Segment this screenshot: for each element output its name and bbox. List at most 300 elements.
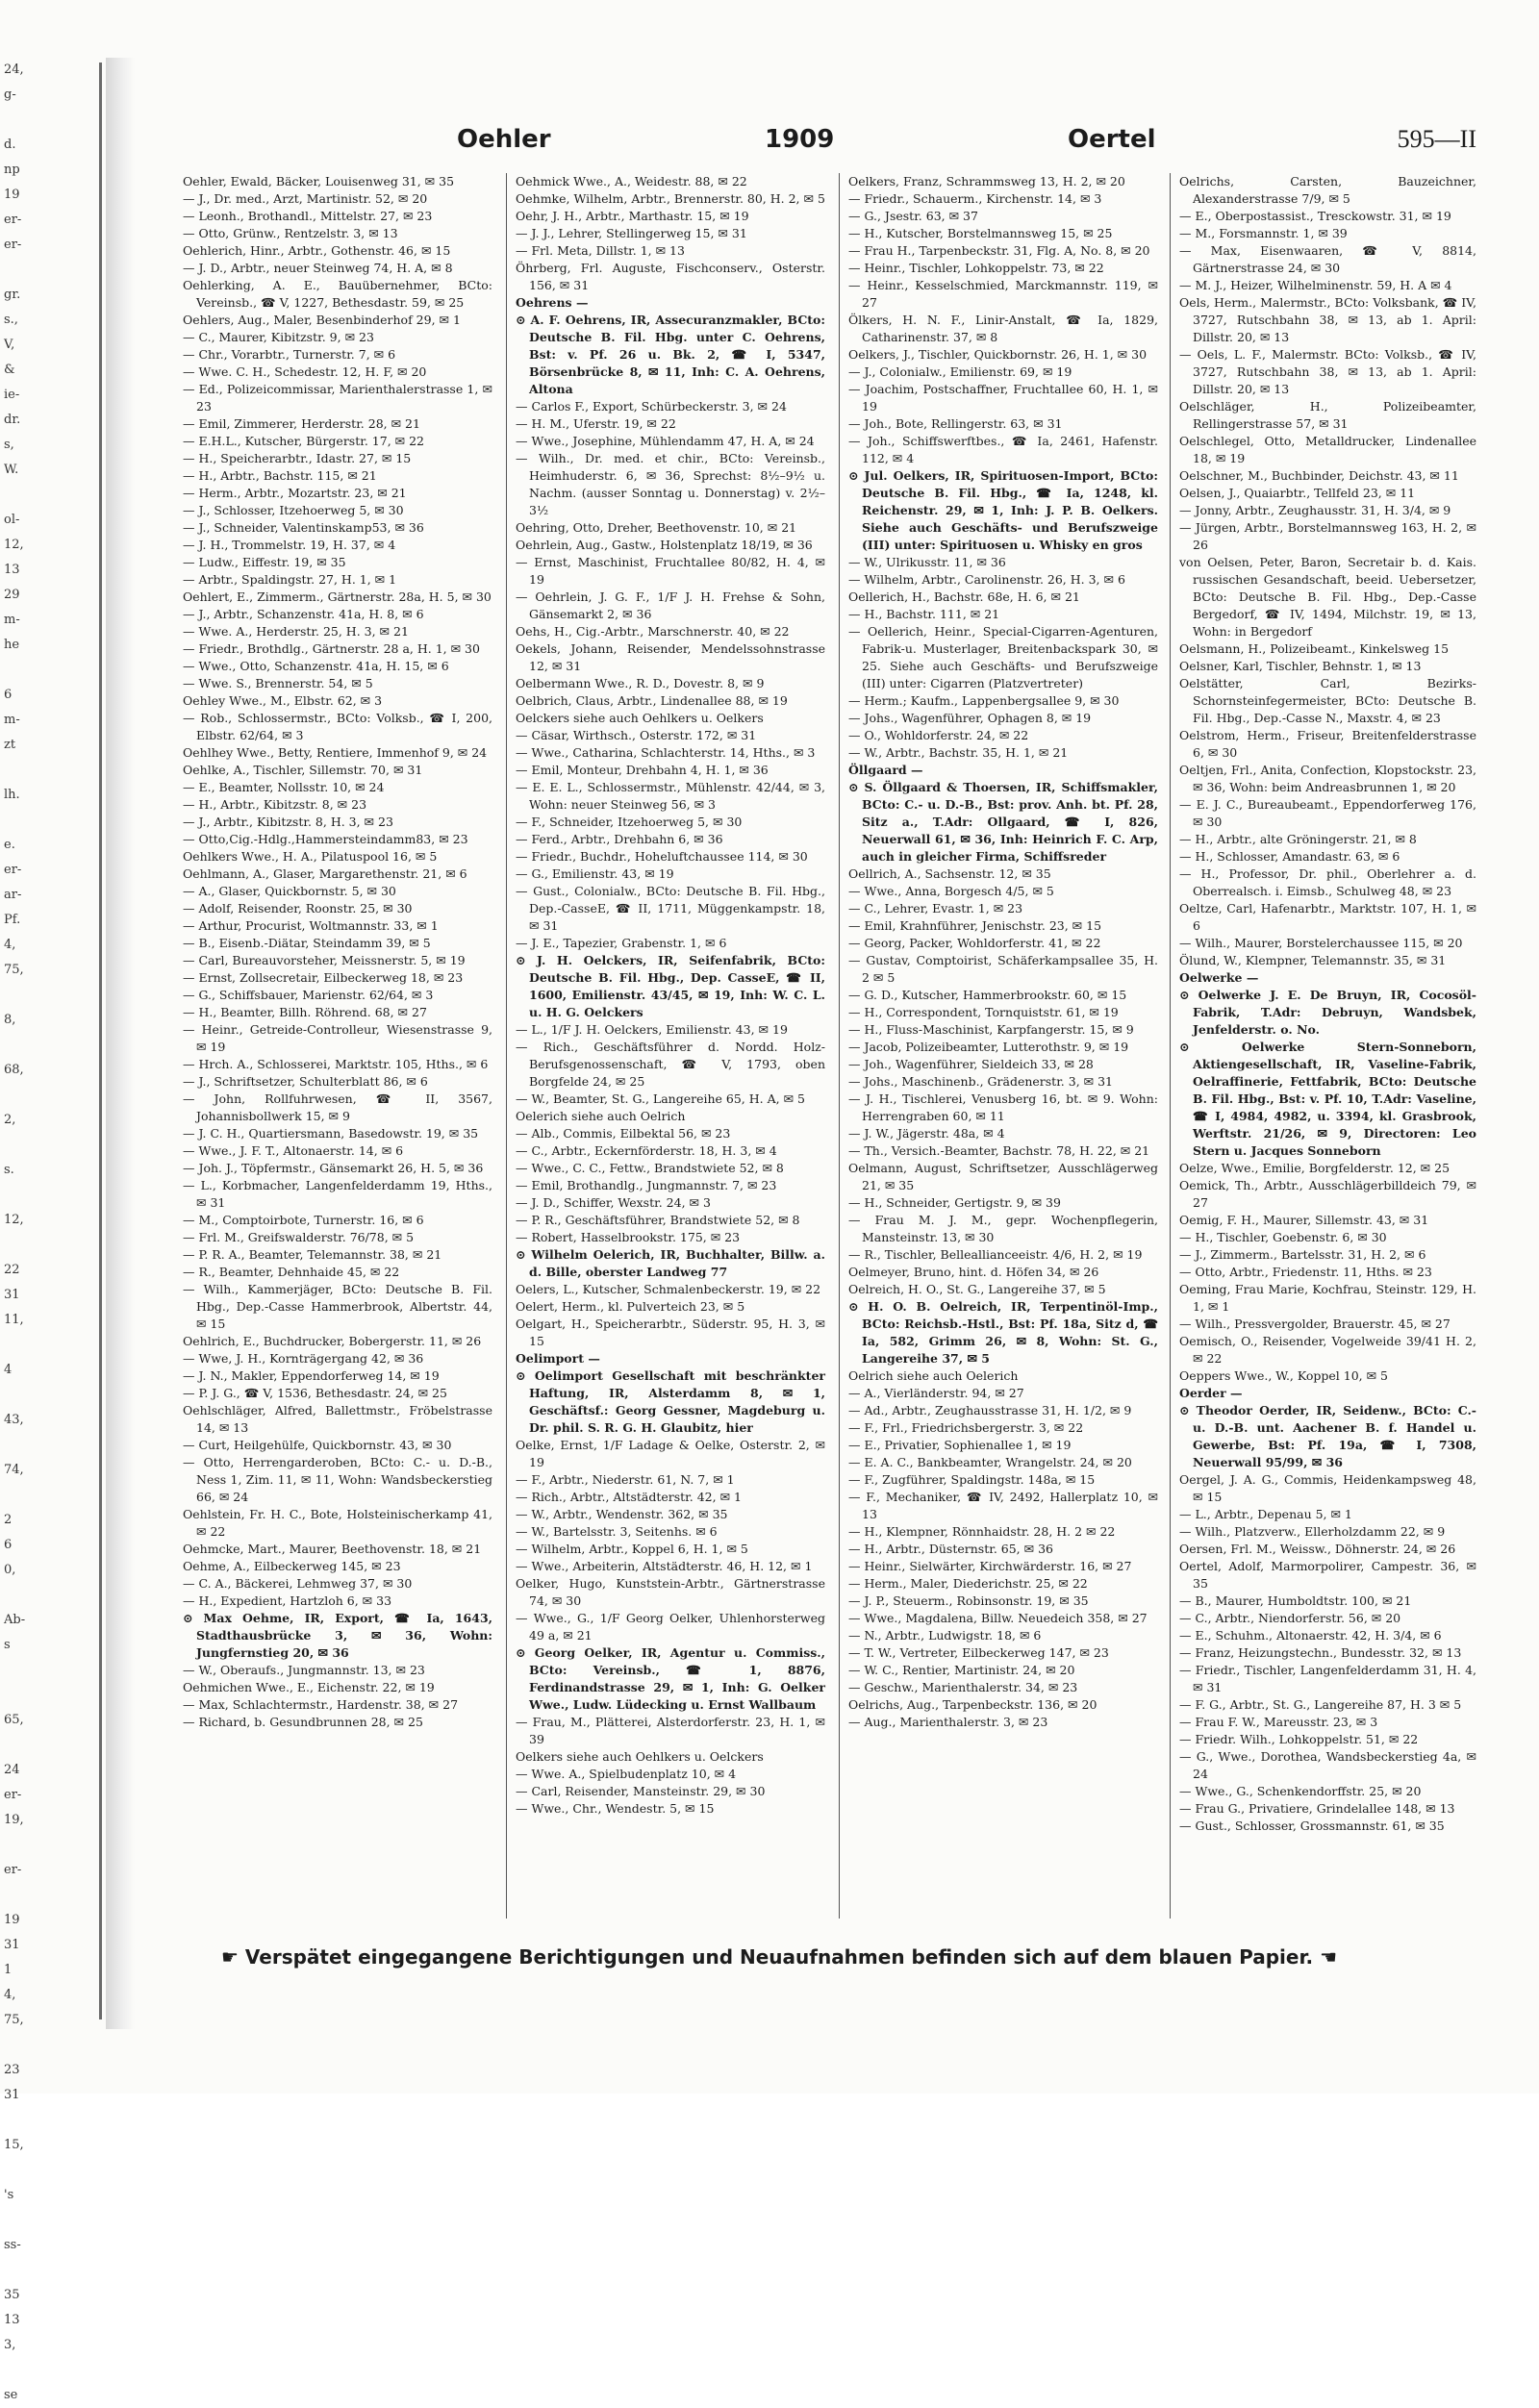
directory-entry: — R., Tischler, Belleallianceeistr. 4/6, H. 2, ✉ 19 — [848, 1247, 1143, 1262]
directory-entry: — Jacob, Polizeibeamter, Lutterothstr. 9, ✉ 19 — [848, 1040, 1129, 1054]
margin-fragment: m- — [4, 713, 20, 727]
directory-entry: — E. A. C., Bankbeamter, Wrangelstr. 24, ✉ 20 — [848, 1455, 1132, 1469]
directory-entry: — Emil, Brothandlg., Jungmannstr. 7, ✉ 23 — [516, 1178, 777, 1192]
directory-entry: — Arthur, Procurist, Woltmannstr. 33, ✉ 1 — [183, 918, 439, 933]
pointing-hand-left-icon: ☛ — [220, 1945, 239, 1969]
directory-entry: Oelstätter, Carl, Bezirks-Schornsteinfegermeister, BCto: Deutsche B. Fil. Hbg., Dep.-Casse N., Maxstr. 4, ✉ 23 — [1179, 676, 1476, 725]
margin-fragment: s. — [4, 1163, 14, 1177]
directory-column-3 — [848, 173, 1158, 1919]
directory-entry: Oehlkers Wwe., H. A., Pilatuspool 16, ✉ 5 — [183, 849, 438, 864]
directory-entry: — Jonny, Arbtr., Zeughausstr. 31, H. 3/4, ✉ 9 — [1179, 503, 1451, 517]
directory-entry: — Wwe. C. H., Schedestr. 12, H. F, ✉ 20 — [183, 364, 427, 379]
directory-entry: Oelkers, Franz, Schrammsweg 13, H. 2, ✉ 20 — [848, 174, 1125, 188]
directory-entry: — Heinr., Kesselschmied, Marckmannstr. 119, ✉ 27 — [848, 278, 1158, 310]
directory-entry: — F. G., Arbtr., St. G., Langereihe 87, H. 3 ✉ 5 — [1179, 1697, 1462, 1712]
directory-entry: — Jürgen, Arbtr., Borstelmannsweg 163, H. 2, ✉ 26 — [1179, 520, 1476, 552]
directory-entry: — G., Emilienstr. 43, ✉ 19 — [516, 866, 674, 881]
directory-entry: Oehmichen Wwe., E., Eichenstr. 22, ✉ 19 — [183, 1680, 435, 1694]
directory-entry: — Friedr., Schauerm., Kirchenstr. 14, ✉ 3 — [848, 191, 1102, 206]
margin-fragment: e. — [4, 838, 15, 852]
page-number: 595—II — [1397, 125, 1476, 153]
directory-entry: — Herm.; Kaufm., Lappenbergsallee 9, ✉ 30 — [848, 693, 1120, 708]
directory-entry: — F., Zugführer, Spaldingstr. 148a, ✉ 15 — [848, 1472, 1096, 1487]
directory-entry: ⊙ Wilhelm Oelerich, IR, Buchhalter, Billw. a. d. Bille, oberster Landweg 77 — [516, 1247, 825, 1279]
directory-entry: — N., Arbtr., Ludwigstr. 18, ✉ 6 — [848, 1628, 1042, 1643]
footer-notice-text: Verspätet eingegangene Berichtigungen und Neuaufnahmen befinden sich auf dem blauen Papier. — [244, 1945, 1314, 1969]
directory-entry: — Wwe., C. C., Fettw., Brandstwiete 52, ✉ 8 — [516, 1161, 784, 1175]
margin-fragment: g- — [4, 88, 16, 102]
directory-entry: Oehley Wwe., M., Elbstr. 62, ✉ 3 — [183, 693, 383, 708]
directory-entry: — Wwe., G., Schenkendorffstr. 25, ✉ 20 — [1179, 1784, 1422, 1798]
directory-entry: Oelsen, J., Quaiarbtr., Tellfeld 23, ✉ 11 — [1179, 486, 1416, 500]
margin-fragment: 12, — [4, 538, 24, 552]
directory-entry: — Otto, Arbtr., Friedenstr. 11, Hths. ✉ 23 — [1179, 1265, 1432, 1279]
directory-entry: Oelkers, J., Tischler, Quickbornstr. 26, H. 1, ✉ 30 — [848, 347, 1148, 362]
directory-entry: — Carl, Reisender, Mansteinstr. 29, ✉ 30 — [516, 1784, 766, 1798]
running-header — [183, 125, 1476, 163]
directory-entry: — J., Dr. med., Arzt, Martinistr. 52, ✉ 20 — [183, 191, 428, 206]
directory-entry: — J. H., Tischlerei, Venusberg 16, bt. ✉ 9. Wohn: Herrengraben 60, ✉ 11 — [848, 1091, 1158, 1123]
directory-entry: — H., Speicherarbtr., Idastr. 27, ✉ 15 — [183, 451, 412, 465]
directory-entry: — Friedr., Tischler, Langenfelderdamm 31, H. 4, ✉ 31 — [1179, 1663, 1476, 1694]
directory-entry: — M., Forsmannstr. 1, ✉ 39 — [1179, 226, 1348, 240]
directory-entry: Ölkers, H. N. F., Linir-Anstalt, ☎ Ia, 1829, Catharinenstr. 37, ✉ 8 — [848, 313, 1158, 344]
pointing-hand-right-icon: ☚ — [1320, 1945, 1337, 1969]
header-last-entry: Oertel — [1068, 125, 1156, 154]
margin-fragment: 29 — [4, 588, 20, 602]
margin-fragment: 43, — [4, 1413, 24, 1427]
directory-entry: — P. R. A., Beamter, Telemannstr. 38, ✉ 21 — [183, 1247, 442, 1262]
directory-entry: — J., Zimmerm., Bartelsstr. 31, H. 2, ✉ 6 — [1179, 1247, 1426, 1262]
directory-entry: — Wwe., Otto, Schanzenstr. 41a, H. 15, ✉ 6 — [183, 659, 449, 673]
directory-entry: Oehlmann, A., Glaser, Margarethenstr. 21, ✉ 6 — [183, 866, 467, 881]
directory-entry: — Johs., Maschinenb., Grädenerstr. 3, ✉ 31 — [848, 1074, 1114, 1089]
directory-entry: — Wilh., Pressvergolder, Brauerstr. 45, ✉ 27 — [1179, 1317, 1451, 1331]
margin-fragment: 3, — [4, 2338, 16, 2352]
directory-entry: — Gust., Schlosser, Grossmannstr. 61, ✉ 35 — [1179, 1819, 1445, 1833]
margin-fragment: gr. — [4, 288, 21, 302]
directory-entry: — W., Bartelsstr. 3, Seitenhs. ✉ 6 — [516, 1524, 718, 1539]
directory-entry: — Emil, Zimmerer, Herderstr. 28, ✉ 21 — [183, 416, 420, 431]
directory-entry: — J. C. H., Quartiersmann, Basedowstr. 19, ✉ 35 — [183, 1126, 479, 1141]
directory-entry: ⊙ S. Öllgaard & Thoersen, IR, Schiffsmakler, BCto: C.- u. D.-B., Bst: prov. Anh. bt. Pf. 28, Sitz a., T.Adr: Ollgaard, ☎ I, 826, Neuerwall 61, ✉ 36, Inh: Heinrich F. C. Arp, auch in gleicher Firma, Schiffsreder — [848, 780, 1158, 864]
directory-entry: Oelrichs, Aug., Tarpenbeckstr. 136, ✉ 20 — [848, 1697, 1097, 1712]
directory-entry: — H. M., Uferstr. 19, ✉ 22 — [516, 416, 676, 431]
directory-entry: — Friedr., Buchdr., Hoheluftchaussee 114, ✉ 30 — [516, 849, 808, 864]
directory-entry: — W., Arbtr., Wendenstr. 362, ✉ 35 — [516, 1507, 728, 1521]
directory-entry: — L., 1/F J. H. Oelckers, Emilienstr. 43, ✉ 19 — [516, 1022, 788, 1037]
directory-entry: — Heinr., Sielwärter, Kirchwärderstr. 16, ✉ 27 — [848, 1559, 1132, 1573]
margin-fragment: 19, — [4, 1813, 24, 1827]
directory-entry: ⊙ J. H. Oelckers, IR, Seifenfabrik, BCto: Deutsche B. Fil. Hbg., Dep. CasseE, ☎ II, 1600, Emilienstr. 43/45, ✉ 19, Inh: W. C. L. u. H. G. Oelckers — [516, 953, 825, 1019]
directory-entry: Oehrens — — [516, 295, 589, 310]
directory-entry: ⊙ Oelimport Gesellschaft mit beschränkter Haftung, IR, Alsterdamm 8, ✉ 1, Geschäftsf.: Georg Gessner, Magdeburg u. Dr. phil. S. R. G. H. Glaubitz, hier — [516, 1368, 825, 1435]
directory-entry: — L., Arbtr., Depenau 5, ✉ 1 — [1179, 1507, 1352, 1521]
directory-entry: — Frau, M., Plätterei, Alsterdorferstr. 23, H. 1, ✉ 39 — [516, 1715, 825, 1746]
margin-fragment: lh. — [4, 788, 20, 802]
directory-entry: — Max, Schlachtermstr., Hardenstr. 38, ✉ 27 — [183, 1697, 459, 1712]
directory-entry: ⊙ A. F. Oehrens, IR, Assecuranzmakler, BCto: Deutsche B. Fil. Hbg. unter C. Oehrens, Bst: v. Pf. 26 u. Bk. 2, ☎ I, 5347, Börsenbrücke 8, ✉ 11, Inh: C. A. Oehrens, Altona — [516, 313, 825, 396]
directory-entry: — G., Schiffsbauer, Marienstr. 62/64, ✉ 3 — [183, 988, 434, 1002]
directory-entry: — Ernst, Maschinist, Fruchtallee 80/82, H. 4, ✉ 19 — [516, 555, 825, 587]
directory-entry: — H., Bachstr. 111, ✉ 21 — [848, 607, 1000, 621]
directory-entry: — J., Arbtr., Kibitzstr. 8, H. 3, ✉ 23 — [183, 815, 393, 829]
directory-entry: Oelker, Hugo, Kunststein-Arbtr., Gärtnerstrasse 74, ✉ 30 — [516, 1576, 825, 1608]
directory-entry: Öhrberg, Frl. Auguste, Fischconserv., Osterstr. 156, ✉ 31 — [516, 261, 825, 292]
margin-fragment: 0, — [4, 1563, 16, 1577]
margin-fragment: 13 — [4, 2313, 20, 2327]
directory-entry: — H., Fluss-Maschinist, Karpfangerstr. 15, ✉ 9 — [848, 1022, 1134, 1037]
directory-entry: — Ed., Polizeicommissar, Marienthalerstrasse 1, ✉ 23 — [183, 382, 492, 414]
directory-entry: Oehlert, E., Zimmerm., Gärtnerstr. 28a, H. 5, ✉ 30 — [183, 589, 492, 604]
directory-entry: Ölund, W., Klempner, Telemannstr. 35, ✉ 31 — [1179, 953, 1447, 967]
directory-entry: — Carlos F., Export, Schürbeckerstr. 3, ✉ 24 — [516, 399, 787, 414]
margin-fragment: 23 — [4, 2063, 20, 2077]
margin-fragment: V, — [4, 338, 15, 352]
directory-entry: — W., Ulrikusstr. 11, ✉ 36 — [848, 555, 1006, 569]
directory-entry: — Johs., Wagenführer, Ophagen 8, ✉ 19 — [848, 711, 1092, 725]
directory-entry: — M. J., Heizer, Wilhelminenstr. 59, H. A ✉ 4 — [1179, 278, 1452, 292]
margin-fragment: s, — [4, 438, 14, 452]
directory-entry: — Richard, b. Gesundbrunnen 28, ✉ 25 — [183, 1715, 423, 1729]
margin-fragment: se — [4, 2388, 18, 2402]
directory-entry: — Frl. Meta, Dillstr. 1, ✉ 13 — [516, 243, 685, 258]
directory-entry: — John, Rollfuhrwesen, ☎ II, 3567, Johannisbollwerk 15, ✉ 9 — [183, 1091, 492, 1123]
header-first-entry: Oehler — [457, 125, 551, 154]
header-year: 1909 — [765, 125, 835, 154]
directory-entry: Oellerich, H., Bachstr. 68e, H. 6, ✉ 21 — [848, 589, 1080, 604]
directory-entry: Oerder — — [1179, 1386, 1243, 1400]
margin-fragment: m- — [4, 613, 20, 627]
directory-entry: — Rob., Schlossermstr., BCto: Volksb., ☎ I, 200, Elbstr. 62/64, ✉ 3 — [183, 711, 492, 742]
directory-entry: — Georg, Packer, Wohldorferstr. 41, ✉ 22 — [848, 936, 1101, 950]
directory-entry: — Wwe., J. F. T., Altonaerstr. 14, ✉ 6 — [183, 1143, 404, 1158]
directory-entry: — Joachim, Postschaffner, Fruchtallee 60, H. 1, ✉ 19 — [848, 382, 1158, 414]
directory-entry: Oertel, Adolf, Marmorpolirer, Campestr. 36, ✉ 35 — [1179, 1559, 1476, 1591]
directory-entry: — Franz, Heizungstechn., Bundesstr. 32, ✉ 13 — [1179, 1645, 1462, 1660]
directory-entry: Oelschlegel, Otto, Metalldrucker, Lindenallee 18, ✉ 19 — [1179, 434, 1476, 465]
directory-entry: — O., Wohldorferstr. 24, ✉ 22 — [848, 728, 1029, 742]
directory-entry: — Wwe. A., Spielbudenplatz 10, ✉ 4 — [516, 1767, 737, 1781]
margin-fragment: 35 — [4, 2288, 20, 2302]
directory-entry: — Frau M. J. M., gepr. Wochenpflegerin, Mansteinstr. 13, ✉ 30 — [848, 1213, 1158, 1244]
margin-fragment: 19 — [4, 188, 20, 202]
directory-entry: Oehlerich, Hinr., Arbtr., Gothenstr. 46, ✉ 15 — [183, 243, 451, 258]
directory-entry: — Oellerich, Heinr., Special-Cigarren-Agenturen, Fabrik-u. Musterlager, Breitenbackspark 30, ✉ 25. Siehe auch Geschäfts- und Berufszweige (III) unter: Cigarren (Platzvertreter) — [848, 624, 1158, 690]
directory-entry: — Otto, Herrengarderoben, BCto: C.- u. D.-B., Ness 1, Zim. 11, ✉ 11, Wohn: Wandsbeckerstieg 66, ✉ 24 — [183, 1455, 492, 1504]
directory-entry: — L., Korbmacher, Langenfelderdamm 19, Hths., ✉ 31 — [183, 1178, 492, 1210]
directory-entry: — Friedr., Brothdlg., Gärtnerstr. 28 a, H. 1, ✉ 30 — [183, 641, 480, 656]
directory-entry: — C., Arbtr., Eckernförderstr. 18, H. 3, ✉ 4 — [516, 1143, 777, 1158]
directory-entry: — H., Schneider, Gertigstr. 9, ✉ 39 — [848, 1195, 1061, 1210]
directory-entry: Oelze, Wwe., Emilie, Borgfelderstr. 12, ✉ 25 — [1179, 1161, 1451, 1175]
directory-entry: — Oehrlein, J. G. F., 1/F J. H. Frehse & Sohn, Gänsemarkt 2, ✉ 36 — [516, 589, 825, 621]
directory-entry: Oehmcke, Mart., Maurer, Beethovenstr. 18, ✉ 21 — [183, 1542, 482, 1556]
directory-entry: — Emil, Krahnführer, Jenischstr. 23, ✉ 15 — [848, 918, 1102, 933]
directory-entry: Öllgaard — — [848, 763, 923, 777]
directory-entry: — Aug., Marienthalerstr. 3, ✉ 23 — [848, 1715, 1048, 1729]
directory-entry: — F., Schneider, Itzehoerweg 5, ✉ 30 — [516, 815, 743, 829]
margin-fragment: dr. — [4, 413, 21, 427]
directory-entry: — Curt, Heilgehülfe, Quickbornstr. 43, ✉ 30 — [183, 1438, 452, 1452]
directory-entry: — P. R., Geschäftsführer, Brandstwiete 52, ✉ 8 — [516, 1213, 800, 1227]
directory-entry: — H., Klempner, Rönnhaidstr. 28, H. 2 ✉ 22 — [848, 1524, 1116, 1539]
directory-entry: Oehmick Wwe., A., Weidestr. 88, ✉ 22 — [516, 174, 747, 188]
directory-entry: ⊙ Oelwerke J. E. De Bruyn, IR, Cocosöl-Fabrik, T.Adr: Debruyn, Wandsbek, Jenfelderstr. o. No. — [1179, 988, 1476, 1037]
directory-entry: — F., Mechaniker, ☎ IV, 2492, Hallerplatz 10, ✉ 13 — [848, 1490, 1158, 1521]
directory-entry: Oelerich siehe auch Oelrich — [516, 1109, 686, 1123]
directory-entry: — Cäsar, Wirthsch., Osterstr. 172, ✉ 31 — [516, 728, 757, 742]
directory-entry: — Th., Versich.-Beamter, Bachstr. 78, H. 22, ✉ 21 — [848, 1143, 1150, 1158]
margin-fragment: 24 — [4, 1763, 20, 1777]
directory-entry: — Friedr. Wilh., Lohkoppelstr. 51, ✉ 22 — [1179, 1732, 1419, 1746]
directory-entry: — H., Arbtr., Kibitzstr. 8, ✉ 23 — [183, 797, 367, 812]
directory-entry: — J., Schriftsetzer, Schulterblatt 86, ✉ 6 — [183, 1074, 428, 1089]
margin-fragment: 19 — [4, 1913, 20, 1927]
directory-entry: — Wwe., Catharina, Schlachterstr. 14, Hths., ✉ 3 — [516, 745, 816, 760]
margin-fragment: Pf. — [4, 913, 21, 927]
margin-fragment: np — [4, 163, 20, 177]
directory-entry: — Gust., Colonialw., BCto: Deutsche B. Fil. Hbg., Dep.-CasseE, ☎ II, 1711, Müggenkampstr. 18, ✉ 31 — [516, 884, 825, 933]
margin-fragment: 75, — [4, 2013, 24, 2027]
directory-entry: Oelrichs, Carsten, Bauzeichner, Alexanderstrasse 7/9, ✉ 5 — [1179, 174, 1476, 206]
directory-entry: — E., Oberpostassist., Tresckowstr. 31, ✉ 19 — [1179, 209, 1451, 223]
directory-entry: — C., Maurer, Kibitzstr. 9, ✉ 23 — [183, 330, 374, 344]
directory-entry: — Wwe., Josephine, Mühlendamm 47, H. A, ✉ 24 — [516, 434, 815, 448]
directory-entry: — Wwe., G., 1/F Georg Oelker, Uhlenhorsterweg 49 a, ✉ 21 — [516, 1611, 825, 1643]
directory-entry: — J., Schlosser, Itzehoerweg 5, ✉ 30 — [183, 503, 404, 517]
directory-entry: Oehlerking, A. E., Bauübernehmer, BCto: Vereinsb., ☎ V, 1227, Bethesdastr. 59, ✉ 25 — [183, 278, 492, 310]
margin-fragment: 65, — [4, 1713, 24, 1727]
footer-notice — [207, 1945, 1351, 1974]
directory-entry: — H., Professor, Dr. phil., Oberlehrer a. d. Oberrealsch. i. Eimsb., Schulweg 48, ✉ 23 — [1179, 866, 1476, 898]
directory-entry: — Geschw., Marienthalerstr. 34, ✉ 23 — [848, 1680, 1078, 1694]
directory-entry: — H., Arbtr., alte Gröningerstr. 21, ✉ 8 — [1179, 832, 1417, 846]
directory-entry: — J. W., Jägerstr. 48a, ✉ 4 — [848, 1126, 1005, 1141]
directory-entry: — J., Arbtr., Schanzenstr. 41a, H. 8, ✉ 6 — [183, 607, 424, 621]
directory-entry: Oehring, Otto, Dreher, Beethovenstr. 10, ✉ 21 — [516, 520, 797, 535]
directory-entry: — Herm., Maler, Diederichstr. 25, ✉ 22 — [848, 1576, 1088, 1591]
directory-entry: von Oelsen, Peter, Baron, Secretair b. d. Kais. russischen Gesandschaft, beeid. Uebersetzer, BCto: Deutsche B. Fil. Hbg., Dep.-Casse Bergedorf, ☎ IV, 1494, Milchstr. 19, ✉ 13, Wohn: in Bergedorf — [1179, 555, 1476, 639]
margin-fragment: er- — [4, 213, 22, 227]
margin-fragment: er- — [4, 1788, 22, 1802]
directory-entry: Oersen, Frl. M., Weissw., Döhnerstr. 24, ✉ 26 — [1179, 1542, 1456, 1556]
directory-entry: — Ludw., Eiffestr. 19, ✉ 35 — [183, 555, 346, 569]
margin-fragment: 2, — [4, 1113, 16, 1127]
directory-entry: — Joh., Schiffswerftbes., ☎ Ia, 2461, Hafenstr. 112, ✉ 4 — [848, 434, 1158, 465]
directory-column-4 — [1179, 173, 1476, 1919]
directory-entry: — Wilhelm, Arbtr., Koppel 6, H. 1, ✉ 5 — [516, 1542, 748, 1556]
directory-entry: Oehlschläger, Alfred, Ballettmstr., Fröbelstrasse 14, ✉ 13 — [183, 1403, 492, 1435]
directory-entry: — Carl, Bureauvorsteher, Meissnerstr. 5, ✉ 19 — [183, 953, 466, 967]
directory-column-1 — [183, 173, 492, 1919]
directory-entry: — H., Correspondent, Tornquiststr. 61, ✉ 19 — [848, 1005, 1119, 1019]
directory-entry: Oelschläger, H., Polizeibeamter, Rellingerstrasse 57, ✉ 31 — [1179, 399, 1476, 431]
directory-entry: Oelers, L., Kutscher, Schmalenbeckerstr. 19, ✉ 22 — [516, 1282, 821, 1296]
directory-entry: — Wilh., Kammerjäger, BCto: Deutsche B. Fil. Hbg., Dep.-Casse Hammerbrook, Albertstr. 44, ✉ 15 — [183, 1282, 492, 1331]
margin-fragment: 24, — [4, 63, 24, 77]
directory-entry: — Wwe., Arbeiterin, Altstädterstr. 46, H. 12, ✉ 1 — [516, 1559, 813, 1573]
directory-entry: — Ferd., Arbtr., Drehbahn 6, ✉ 36 — [516, 832, 723, 846]
directory-entry: — C., Arbtr., Niendorferstr. 56, ✉ 20 — [1179, 1611, 1401, 1625]
directory-entry: — W. C., Rentier, Martinistr. 24, ✉ 20 — [848, 1663, 1075, 1677]
directory-entry: Oehrlein, Aug., Gastw., Holstenplatz 18/19, ✉ 36 — [516, 538, 813, 552]
directory-entry: — H., Beamter, Billh. Röhrend. 68, ✉ 27 — [183, 1005, 427, 1019]
directory-entry: — P. J. G., ☎ V, 1536, Bethesdastr. 24, ✉ 25 — [183, 1386, 447, 1400]
margin-fragment: er- — [4, 863, 22, 877]
directory-entry: Oelgart, H., Speicherarbtr., Süderstr. 95, H. 3, ✉ 15 — [516, 1317, 825, 1348]
directory-entry: — E., Privatier, Sophienallee 1, ✉ 19 — [848, 1438, 1072, 1452]
directory-entry: — G., Jsestr. 63, ✉ 37 — [848, 209, 978, 223]
directory-entry: Oemick, Th., Arbtr., Ausschlägerbilldeich 79, ✉ 27 — [1179, 1178, 1476, 1210]
directory-entry: — M., Comptoirbote, Turnerstr. 16, ✉ 6 — [183, 1213, 424, 1227]
margin-fragment: Ab- — [4, 1613, 26, 1627]
directory-entry: — Hrch. A., Schlosserei, Marktstr. 105, Hths., ✉ 6 — [183, 1057, 489, 1071]
directory-entry: — J. D., Schiffer, Wexstr. 24, ✉ 3 — [516, 1195, 711, 1210]
directory-column-2 — [516, 173, 825, 1919]
binding-gutter-line — [99, 63, 102, 2019]
directory-entry: — H., Schlosser, Amandastr. 63, ✉ 6 — [1179, 849, 1400, 864]
directory-entry: Oelreich, H. O., St. G., Langereihe 37, ✉ 5 — [848, 1282, 1106, 1296]
margin-fragment: 74, — [4, 1463, 24, 1477]
directory-entry: ⊙ Jul. Oelkers, IR, Spirituosen-Import, BCto: Deutsche B. Fil. Hbg., ☎ Ia, 1248, kl. Reichenstr. 29, ✉ 1, Inh: J. P. B. Oelkers. Siehe auch Geschäfts- und Berufszweige (III) unter: Spirituosen u. Whisky en gros — [848, 468, 1158, 552]
directory-entry: — J. D., Arbtr., neuer Steinweg 74, H. A, ✉ 8 — [183, 261, 453, 275]
directory-entry: — H., Kutscher, Borstelmannsweg 15, ✉ 25 — [848, 226, 1113, 240]
directory-entry: — Frl. M., Greifswalderstr. 76/78, ✉ 5 — [183, 1230, 415, 1244]
margin-fragment: 8, — [4, 1013, 16, 1027]
margin-fragment: 11, — [4, 1313, 24, 1327]
directory-entry: Oelmeyer, Bruno, hint. d. Höfen 34, ✉ 26 — [848, 1265, 1099, 1279]
margin-fragment: 31 — [4, 1938, 20, 1952]
margin-fragment: 's — [4, 2188, 14, 2202]
directory-entry: Oehlstein, Fr. H. C., Bote, Holsteinischerkamp 41, ✉ 22 — [183, 1507, 492, 1539]
margin-fragment: ar- — [4, 888, 22, 902]
directory-entry: Oelke, Ernst, 1/F Ladage & Oelke, Osterstr. 2, ✉ 19 — [516, 1438, 825, 1469]
margin-fragment: & — [4, 363, 15, 377]
directory-entry: — J., Schneider, Valentinskamp53, ✉ 36 — [183, 520, 424, 535]
margin-fragment: 12, — [4, 1213, 24, 1227]
margin-fragment: 2 — [4, 1513, 13, 1527]
directory-entry: — Heinr., Getreide-Controlleur, Wiesenstrasse 9, ✉ 19 — [183, 1022, 492, 1054]
directory-entry: — F., Arbtr., Niederstr. 61, N. 7, ✉ 1 — [516, 1472, 735, 1487]
directory-entry: — Frau H., Tarpenbeckstr. 31, Flg. A, No. 8, ✉ 20 — [848, 243, 1150, 258]
directory-entry: — Alb., Commis, Eilbektal 56, ✉ 23 — [516, 1126, 731, 1141]
margin-fragment: 4, — [4, 938, 16, 952]
margin-fragment: s., — [4, 313, 18, 327]
margin-fragment: 15, — [4, 2138, 24, 2152]
directory-entry: — Arbtr., Spaldingstr. 27, H. 1, ✉ 1 — [183, 572, 397, 587]
directory-entry: Oels, Herm., Malermstr., BCto: Volksbank, ☎ IV, 3727, Rutschbahn 38, ✉ 13, ab 1. April: Dillstr. 20, ✉ 13 — [1179, 295, 1476, 344]
directory-entry: — Otto,Cig.-Hdlg.,Hammersteindamm83, ✉ 23 — [183, 832, 468, 846]
directory-entry: — C. A., Bäckerei, Lehmweg 37, ✉ 30 — [183, 1576, 413, 1591]
directory-entry: — Wilh., Dr. med. et chir., BCto: Vereinsb., Heimhuderstr. 6, ✉ 36, Sprechst: 8½–9½ u. Nachm. (ausser Sonntag u. Donnerstag) v. 2½–3½ — [516, 451, 825, 517]
directory-entry: Oemisch, O., Reisender, Vogelweide 39/41 H. 2, ✉ 22 — [1179, 1334, 1476, 1366]
directory-entry: — Wilhelm, Arbtr., Carolinenstr. 26, H. 3, ✉ 6 — [848, 572, 1125, 587]
directory-entry: — E., Beamter, Nollsstr. 10, ✉ 24 — [183, 780, 385, 794]
directory-entry: — H., Arbtr., Bachstr. 115, ✉ 21 — [183, 468, 377, 483]
directory-entry: Oehler, Ewald, Bäcker, Louisenweg 31, ✉ 35 — [183, 174, 455, 188]
margin-fragment: 4 — [4, 1363, 13, 1377]
directory-entry: — R., Beamter, Dehnhaide 45, ✉ 22 — [183, 1265, 400, 1279]
directory-entry: Oelimport — — [516, 1351, 600, 1366]
margin-fragment: he — [4, 638, 20, 652]
directory-entry: Oelert, Herm., kl. Pulverteich 23, ✉ 5 — [516, 1299, 745, 1314]
directory-entry: — Wwe. S., Brennerstr. 54, ✉ 5 — [183, 676, 373, 690]
directory-entry: Oeming, Frau Marie, Kochfrau, Steinstr. 129, H. 1, ✉ 1 — [1179, 1282, 1476, 1314]
directory-entry: Oeltze, Carl, Hafenarbtr., Marktstr. 107, H. 1, ✉ 6 — [1179, 901, 1476, 933]
directory-entry: — B., Maurer, Humboldtstr. 100, ✉ 21 — [1179, 1593, 1412, 1608]
directory-entry: Oelstrom, Herm., Friseur, Breitenfelderstrasse 6, ✉ 30 — [1179, 728, 1476, 760]
margin-fragment: ie- — [4, 388, 20, 402]
margin-fragment: zt — [4, 738, 16, 752]
directory-entry: — Wwe., Chr., Wendestr. 5, ✉ 15 — [516, 1801, 715, 1816]
margin-fragment: er- — [4, 238, 22, 252]
directory-entry: — Leonh., Brothandl., Mittelstr. 27, ✉ 23 — [183, 209, 433, 223]
directory-entry: Oehr, J. H., Arbtr., Marthastr. 15, ✉ 19 — [516, 209, 749, 223]
directory-entry: — Chr., Vorarbtr., Turnerstr. 7, ✉ 6 — [183, 347, 396, 362]
directory-entry: — J. N., Makler, Eppendorferweg 14, ✉ 19 — [183, 1368, 440, 1383]
margin-fragment: 6 — [4, 688, 13, 702]
directory-entry: — Joh., Bote, Rellingerstr. 63, ✉ 31 — [848, 416, 1063, 431]
directory-entry: — A., Vierländerstr. 94, ✉ 27 — [848, 1386, 1024, 1400]
directory-entry: Oehmke, Wilhelm, Arbtr., Brennerstr. 80, H. 2, ✉ 5 — [516, 191, 825, 206]
directory-entry: — Herm., Arbtr., Mozartstr. 23, ✉ 21 — [183, 486, 407, 500]
margin-fragment: s — [4, 1638, 11, 1652]
binding-gutter-shadow — [106, 58, 135, 2029]
directory-entry: Oelbermann Wwe., R. D., Dovestr. 8, ✉ 9 — [516, 676, 765, 690]
directory-entry: — Wilh., Platzverw., Ellerholzdamm 22, ✉ 9 — [1179, 1524, 1446, 1539]
directory-entry: — Wwe, J. H., Kornträgergang 42, ✉ 36 — [183, 1351, 424, 1366]
directory-entry: Oelwerke — — [1179, 970, 1259, 985]
directory-entry: Oehme, A., Eilbeckerweg 145, ✉ 23 — [183, 1559, 401, 1573]
directory-entry: — Frau G., Privatiere, Grindelallee 148, ✉ 13 — [1179, 1801, 1455, 1816]
directory-entry: — Frau F. W., Mareusstr. 23, ✉ 3 — [1179, 1715, 1378, 1729]
margin-fragment: d. — [4, 138, 16, 152]
directory-entry: — Heinr., Tischler, Lohkoppelstr. 73, ✉ 22 — [848, 261, 1104, 275]
directory-entry: Oeppers Wwe., W., Koppel 10, ✉ 5 — [1179, 1368, 1389, 1383]
directory-entry: Oehs, H., Cig.-Arbtr., Marschnerstr. 40, ✉ 22 — [516, 624, 790, 639]
directory-entry: — E., Schuhm., Altonaerstr. 42, H. 3/4, ✉ 6 — [1179, 1628, 1442, 1643]
directory-entry: Oelsmann, H., Polizeibeamt., Kinkelsweg 15 — [1179, 641, 1450, 656]
directory-entry: Oehlers, Aug., Maler, Besenbinderhof 29, ✉ 1 — [183, 313, 461, 327]
directory-entry: ⊙ Max Oehme, IR, Export, ☎ Ia, 1643, Stadthausbrücke 3, ✉ 36, Wohn: Jungfernstieg 20, ✉ 36 — [183, 1611, 492, 1660]
margin-fragment: 13 — [4, 563, 20, 577]
directory-entry: — Wilh., Maurer, Borstelerchaussee 115, ✉ 20 — [1179, 936, 1463, 950]
directory-entry: — Emil, Monteur, Drehbahn 4, H. 1, ✉ 36 — [516, 763, 769, 777]
directory-entry: Oemig, F. H., Maurer, Sillemstr. 43, ✉ 31 — [1179, 1213, 1429, 1227]
directory-columns — [183, 173, 1476, 1919]
directory-entry: — Oels, L. F., Malermstr. BCto: Volksb., ☎ IV, 3727, Rutschbahn 38, ✉ 13, ab 1. April: Dillstr. 20, ✉ 13 — [1179, 347, 1476, 396]
margin-fragment: 22 — [4, 1263, 20, 1277]
directory-entry: — T. W., Vertreter, Eilbeckerweg 147, ✉ 23 — [848, 1645, 1109, 1660]
directory-entry: Oekels, Johann, Reisender, Mendelssohnstrasse 12, ✉ 31 — [516, 641, 825, 673]
directory-entry: Oehlhey Wwe., Betty, Rentiere, Immenhof 9, ✉ 24 — [183, 745, 488, 760]
directory-entry: — Wwe., Anna, Borgesch 4/5, ✉ 5 — [848, 884, 1054, 898]
directory-entry: — H., Expedient, Hartzloh 6, ✉ 33 — [183, 1593, 392, 1608]
directory-entry: — G., Wwe., Dorothea, Wandsbeckerstieg 4a, ✉ 24 — [1179, 1749, 1476, 1781]
directory-entry: — H., Tischler, Goebenstr. 6, ✉ 30 — [1179, 1230, 1387, 1244]
margin-fragment: 75, — [4, 963, 24, 977]
directory-entry: — E. J. C., Bureaubeamt., Eppendorferweg 176, ✉ 30 — [1179, 797, 1476, 829]
directory-entry: — Rich., Arbtr., Altstädterstr. 42, ✉ 1 — [516, 1490, 742, 1504]
directory-entry: — G. D., Kutscher, Hammerbrookstr. 60, ✉ 15 — [848, 988, 1127, 1002]
margin-fragment: 6 — [4, 1538, 13, 1552]
directory-entry: — J. E., Tapezier, Grabenstr. 1, ✉ 6 — [516, 936, 727, 950]
margin-fragment: 31 — [4, 2088, 20, 2102]
margin-fragment: 31 — [4, 1288, 20, 1302]
directory-entry: — J. P., Steuerm., Robinsonstr. 19, ✉ 35 — [848, 1593, 1089, 1608]
directory-entry: — J., Colonialw., Emilienstr. 69, ✉ 19 — [848, 364, 1072, 379]
